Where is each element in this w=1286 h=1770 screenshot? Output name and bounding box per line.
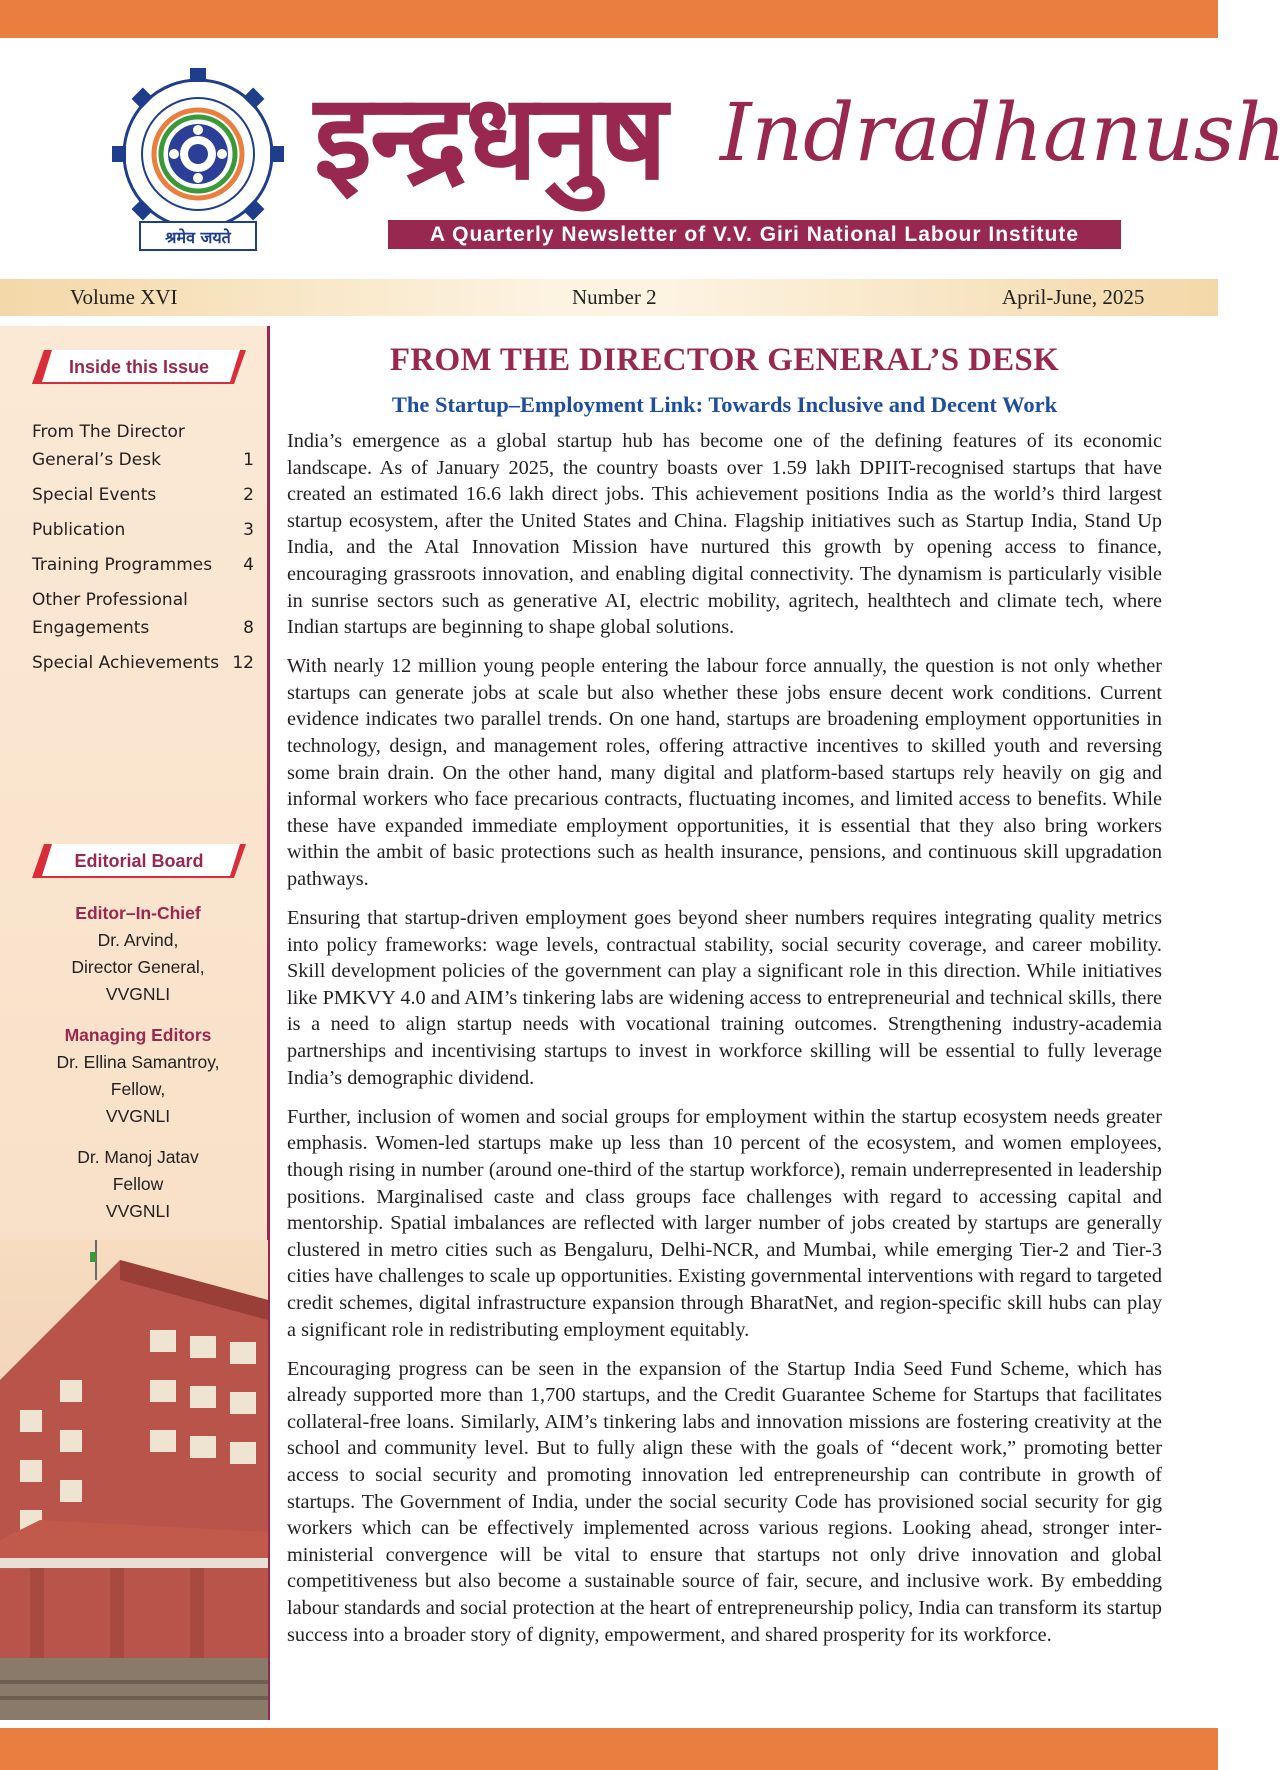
editorial-board: [0, 900, 276, 1225]
toc-item-page: 8: [243, 618, 254, 638]
masthead-tagline: A Quarterly Newsletter of V.V. Giri National Labour Institute: [388, 220, 1121, 249]
editor-name-line: VVGNLI: [105, 1106, 171, 1126]
toc-item-label: From The Director General’s Desk: [32, 422, 185, 470]
institute-building-photo: [0, 1240, 268, 1720]
managing-editors-role: Managing Editors: [64, 1025, 212, 1045]
issue-period: April-June, 2025: [1002, 285, 1145, 309]
toc-item-label: Special Events: [32, 485, 157, 505]
editor-name-line: VVGNLI: [105, 1201, 171, 1221]
editor-name-line: Dr. Ellina Samantroy,: [56, 1052, 220, 1072]
article-paragraph: Encouraging progress can be seen in the expansion of the Startup India Seed Fund Scheme, which has already supported more than 1,700 startups, and the Credit Guarantee Scheme for Startups that facilitates collateral-free loans. Similarly, AIM’s tinkering labs and innovation missions are fostering creativity at the school and community level. But to fully align these with the goals of “decent work,” promoting better access to social security and promoting innovation led entrepreneurship can contribute in growth of startups. The Government of India, under the social security Code has provisioned social security for gig workers which can be effectively implemented across various regions. Looking ahead, stronger inter-ministerial convergence will be vital to ensure that startups not only drive innovation and global competitiveness but also become a sustainable source of fair, secure, and inclusive work. By embedding labour standards and social protection at the heart of entrepreneurship policy, India can transform its startup success into a broader story of dignity, empowerment, and shared prosperity for its workforce.: [287, 1357, 1162, 1646]
masthead-title: Indradhanush: [720, 86, 1286, 179]
article-paragraph: India’s emergence as a global startup hub has become one of the defining features of its economic landscape. As of January 2025, the country boasts over 1.59 lakh DPIIT-recognised startups that have created an estimated 16.6 lakh direct jobs. This achievement positions India as the world’s third largest startup ecosystem, after the United States and China. Flagship initiatives such as Startup India, Stand Up India, and the Atal Innovation Mission have nurtured this growth by opening access to finance, encouraging grassroots innovation, and enabling digital connectivity. The dynamism is particularly visible in sunrise sectors such as generative AI, electric mobility, agritech, healthtech and climate tech, where Indian startups are beginning to shape global solutions.: [287, 430, 1162, 639]
table-of-contents: [32, 418, 254, 684]
toc-item[interactable]: [32, 516, 254, 544]
editor-name-line: Fellow: [112, 1174, 164, 1194]
editor-name-line: VVGNLI: [105, 984, 171, 1004]
article-paragraph: With nearly 12 million young people entering the labour force annually, the question is not only whether startups can generate jobs at scale but also whether these jobs ensure decent work conditions. Current evidence indicates two parallel trends. On one hand, startups are broadening employment opportunities in technology, design, and management roles, offering attractive incentives to skilled youth and reversing some brain drain. On the other hand, many digital and platform-based startups rely heavily on gig and informal workers who face precarious contracts, fluctuating incomes, and limited access to benefits. While these have expanded immediate employment opportunities, it is essential that they also bring workers within the ambit of basic protections such as health insurance, pensions, and continuous skill upgradation pathways.: [287, 655, 1162, 890]
toc-item-label: Publication: [32, 520, 126, 540]
toc-item-page: 3: [243, 520, 254, 540]
volume-label: Volume XVI: [70, 285, 178, 309]
editor-name-line: Director General,: [71, 957, 205, 977]
article: [287, 336, 1162, 1661]
editor-name-line: Dr. Arvind,: [97, 930, 179, 950]
masthead-hindi-title: इन्द्रधनुष: [314, 67, 666, 206]
toc-item[interactable]: [32, 551, 254, 579]
toc-item-label: Other Professional Engagements: [32, 590, 188, 638]
toc-item[interactable]: [32, 418, 254, 474]
toc-item-page: 4: [243, 555, 254, 575]
toc-item-page: 1: [243, 450, 254, 470]
emblem-motto: श्रमेव जयते: [165, 228, 231, 247]
institute-emblem-logo: [110, 72, 286, 252]
toc-item-label: Special Achievements: [32, 653, 220, 673]
article-subheading: The Startup–Employment Link: Towards Inclusive and Decent Work: [391, 392, 1058, 417]
editor-in-chief-role: Editor–In-Chief: [75, 903, 201, 923]
toc-item[interactable]: [32, 649, 254, 677]
editor-name-line: Dr. Manoj Jatav: [77, 1147, 199, 1167]
editor-name-line: Fellow,: [110, 1079, 166, 1099]
top-orange-band: [0, 0, 1218, 38]
toc-item[interactable]: [32, 481, 254, 509]
toc-item-page: 12: [232, 653, 254, 673]
bottom-orange-band: [0, 1728, 1218, 1770]
issue-info-bar: [0, 279, 1218, 316]
editorial-board-heading-text: Editorial Board: [74, 851, 204, 871]
toc-item[interactable]: [32, 586, 254, 642]
article-paragraph: Ensuring that startup-driven employment goes beyond sheer numbers requires integrating quality metrics into policy frameworks: wage levels, contractual stability, social security coverage, and career mobility. Skill development policies of the government can play a significant role in this direction. While initiatives like PMKVY 4.0 and AIM’s tinkering labs are widening access to entrepreneurial and technical skills, there is a need to align startup needs with vocational training outcomes. Strengthening industry-academia partnerships and incentivising startups to invest in workforce skilling will be essential to fully leverage India’s demographic dividend.: [287, 907, 1162, 1089]
article-paragraph: Further, inclusion of women and social groups for employment within the startup ecosystem needs greater emphasis. Women-led startups make up less than 10 percent of the ecosystem, and women employees, though rising in number (around one-third of the startup workforce), remain underrepresented in leadership positions. Marginalised caste and class groups face challenges with regard to accessing capital and mentorship. Spatial imbalances are reflected with larger number of jobs created by startups are generally clustered in metro cities such as Bengaluru, Delhi-NCR, and Mumbai, while emerging Tier-2 and Tier-3 cities have challenges to scale up opportunities. Existing governmental interventions with regard to targeted credit schemes, digital infrastructure expansion through BharatNet, and region-specific skill hubs can play a significant role in redistributing employment equitably.: [287, 1105, 1162, 1341]
toc-item-page: 2: [243, 485, 254, 505]
inside-issue-heading-text: Inside this Issue: [68, 357, 210, 377]
inside-issue-heading: [30, 348, 248, 386]
article-heading: FROM THE DIRECTOR GENERAL’S DESK: [389, 342, 1060, 378]
editorial-board-heading: [30, 842, 248, 880]
toc-item-label: Training Programmes: [32, 555, 213, 575]
issue-number: Number 2: [572, 285, 657, 309]
